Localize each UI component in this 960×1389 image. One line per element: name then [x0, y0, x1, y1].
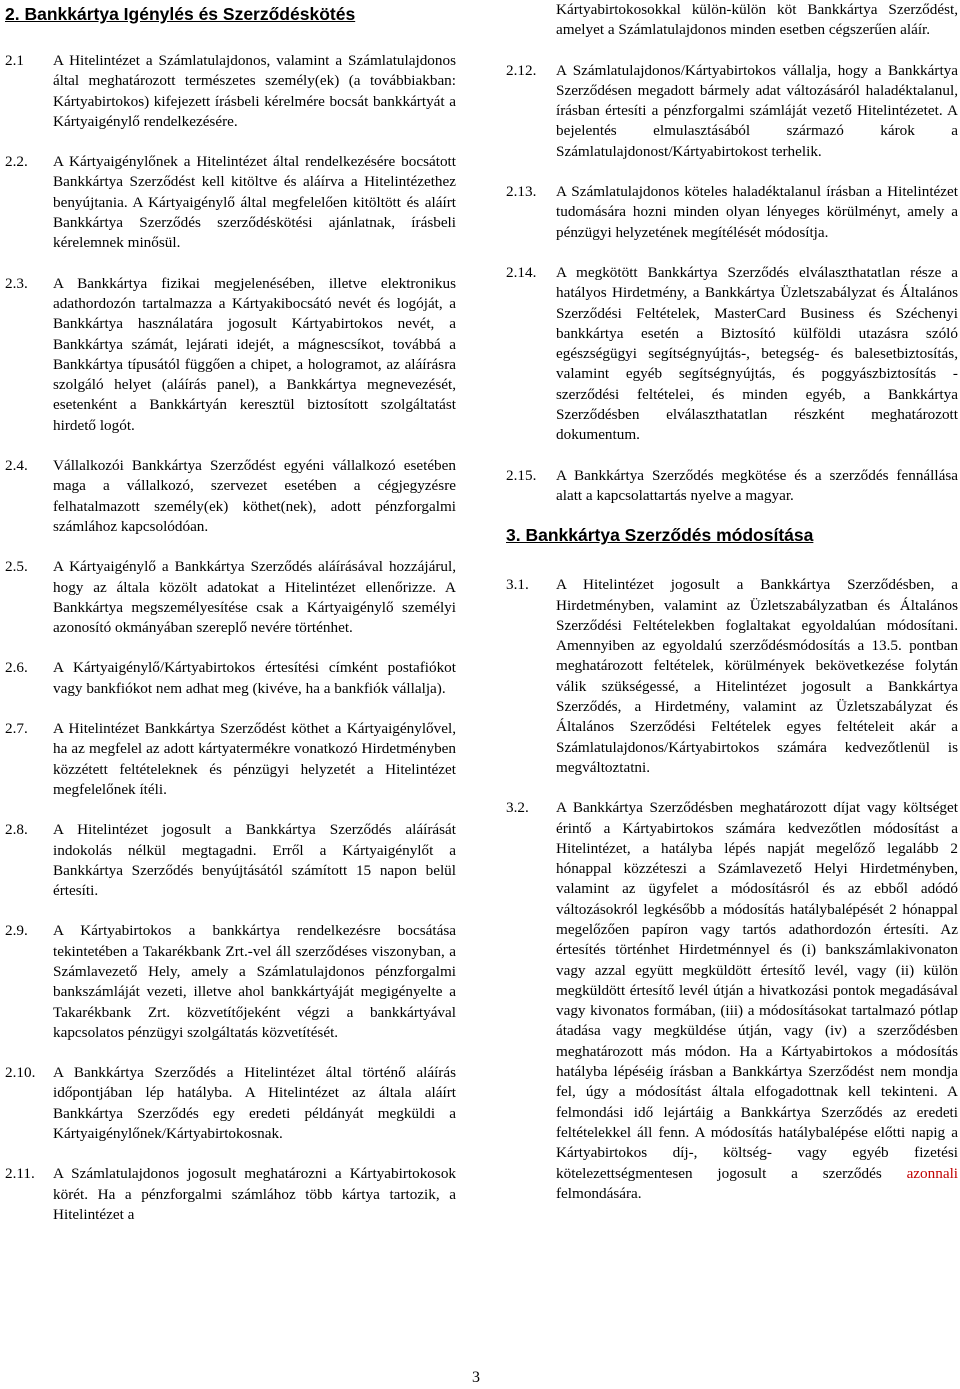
- right-column: [506, 0, 958, 1204]
- section-2-heading: 2. Bankkártya Igénylés és Szerződéskötés: [5, 4, 356, 24]
- clause-text-tail: felmondására.: [556, 1184, 642, 1202]
- clause-number: 3.2.: [506, 799, 529, 817]
- clause-2-3: [5, 274, 456, 436]
- clause-text: Vállalkozói Bankkártya Szerződést egyéni vállalkozó esetében maga a vállalkozó, szervezet esetében a cégjegyzésre felhatalmazott személy(ek) köthet(nek), adott pénzforgalmi számlához kapcsolódóan.: [53, 457, 456, 535]
- clause-number: 2.15.: [506, 466, 537, 484]
- clause-2-11: [5, 1164, 456, 1225]
- clause-text: A megkötött Bankkártya Szerződés elválaszthatatlan része a hatályos Hirdetmény, a Bankkártya Üzletszabályzat és Általános Szerződési Feltételek, MasterCard Business és Széchenyi bankkártya esetén a Biztosító külföldi utazásra szóló egészségügyi segítségnyújtás-, betegség- és balesetbiztosítás, valamint egyéb segítségnyújtás, és poggyászbiztosítás - szerződési feltételei, és minden egyéb, a Bankkártya Szerződésben elválaszthatatlan részként meghatározott dokumentum.: [556, 263, 958, 444]
- clause-text: A Kártyaigénylőnek a Hitelintézet által rendelkezésére bocsátott Bankkártya Szerződést kell kitöltve és aláírva a Hitelintézethez benyújtania. A Kártyaigénylő által megfelelően kitöltött és aláírt Bankkártya Szerződés szerződéskötési ajánlatnak, írásbeli kérelemnek minősül.: [53, 153, 456, 252]
- clause-number: 2.14.: [506, 263, 537, 281]
- clause-2-1: [5, 51, 456, 132]
- clause-text: A Bankkártya Szerződés megkötése és a szerződés fennállása alatt a kapcsolattartás nyelve a magyar.: [556, 466, 958, 504]
- page-number: 3: [472, 1369, 480, 1386]
- clause-text: A Hitelintézet jogosult a Bankkártya Szerződés aláírását indokolás nélkül megtagadni. Erről a Kártyaigénylőt a Bankkártya Szerződés benyújtásától számított 15 napon belül értesíti.: [53, 821, 456, 900]
- clause-2-8: [5, 820, 456, 901]
- clause-number: 2.11.: [5, 1165, 35, 1183]
- clause-text: A Hitelintézet a Számlatulajdonos, valamint a Számlatulajdonos által meghatározott természetes személy(ek) (a továbbiakban: Kártyabirtokos) kifejezett írásbeli kérelmére bocsát bankkártyát a Kártyaigénylő rendelkezésére.: [53, 52, 456, 130]
- clause-number: 2.6.: [5, 659, 28, 677]
- clause-2-10: [5, 1063, 456, 1144]
- clause-number: 2.3.: [5, 274, 28, 292]
- clause-number: 2.7.: [5, 720, 28, 738]
- clause-text: A Hitelintézet jogosult a Bankkártya Szerződésben, a Hirdetményben, valamint az Üzletszabályzatban és Általános Szerződési Feltételekben foglaltakat egyoldalúan módosítani. Amennyiben az egyoldalú szerződésmódosítás a 13.5. pontban meghatározott feltételek, körülmények bekövetkezése folytán válik szükségessé, a Hitelintézet jogosult a Bankkártya Szerződés, a Hirdetmény, valamint az Üzletszabályzat és Általános Szerződési Feltételek egyes feltételeit akár a Számlatulajdonos/Kártyabirtokos számára kedvezőtlenül is megváltoztatni.: [556, 576, 958, 776]
- clause-number: 3.1.: [506, 576, 529, 594]
- clause-2-7: [5, 719, 456, 800]
- clause-text: [556, 798, 958, 1204]
- clause-2-2: [5, 152, 456, 253]
- clause-number: 2.13.: [506, 183, 537, 201]
- clause-2-15: [506, 466, 958, 507]
- clause-2-12: [506, 61, 958, 162]
- clause-number: 2.4.: [5, 457, 28, 475]
- clause-text: A Bankkártya fizikai megjelenésében, illetve elektronikus adathordozón tartalmazza a Kártyakibocsátó nevét és logóját, a Bankkártya használatára jogosult Kártyabirtokos nevét, a Bankkártya számát, lejárati idejét, a mágnescsíkot, továbbá a Bankkártya típusától függően a chipet, a hologramot, az aláírásra szolgáló helyet (aláírás panel), a Bankkártya megnevezését, esetenként a Bankkártyán keresztül biztosított szolgáltatást hirdető logót.: [53, 274, 456, 434]
- clause-text: A Számlatulajdonos/Kártyabirtokos vállalja, hogy a Bankkártya Szerződésen megadott bármely adat változásáról haladéktalanul, írásban értesíti a pénzforgalmi számláját vezető Hitelintézetet. A bejelentés elmulasztásából származó károk a Számlatulajdonost/Kártyabirtokost terhelik.: [556, 61, 958, 160]
- section-3-heading: 3. Bankkártya Szerződés módosítása: [506, 525, 814, 546]
- clause-2-13: [506, 182, 958, 243]
- left-column: [5, 0, 456, 1225]
- clause-2-4: [5, 456, 456, 537]
- clause-text: A Kártyabirtokos a bankkártya rendelkezésre bocsátása tekintetében a Takarékbank Zrt.-vel áll szerződéses viszonyban, a Számlavezető Hely, amely a Számlatulajdonos pénzforgalmi bankszámláját vezeti, illetve ahol bankkártyáját megigényelte a Takarékbank Zrt. közvetítőjeként végzi a bankkártyával kapcsolatos pénzügyi szolgáltatás közvetítését.: [53, 922, 456, 1041]
- clause-number: 2.10.: [5, 1064, 36, 1082]
- clause-2-14: [506, 263, 958, 446]
- clause-2-5: [5, 557, 456, 638]
- clause-3-1: [506, 575, 958, 778]
- clause-2-11-continuation: Kártyabirtokosokkal külön-külön köt Bankkártya Szerződést, amelyet a Számlatulajdonos minden esetben cégszerűen aláír.: [556, 1, 958, 39]
- clause-text: A Hitelintézet Bankkártya Szerződést köthet a Kártyaigénylővel, ha az megfelel az adott kártyatermékre vonatkozó Hirdetményben közzétett feltételeknek és pénzügyi helyzetét a Hitelintézet megfelelőnek ítéli.: [53, 720, 456, 798]
- clause-text: A Bankkártya Szerződés a Hitelintézet által történő aláírás időpontjában lép hatályba. A Hitelintézet az általa aláírt Bankkártya Szerződés egy eredeti példányát megküldi a Kártyaigénylőnek/Kártyabirtokosnak.: [53, 1064, 456, 1143]
- clause-text: A Kártyaigénylő/Kártyabirtokos értesítési címként postafiókot vagy bankfiókot nem adhat meg (kivéve, ha a bankfiók vállalja).: [53, 659, 456, 697]
- clause-2-9: [5, 921, 456, 1043]
- highlighted-word: azonnali: [906, 1164, 959, 1182]
- clause-text-body: A Bankkártya Szerződésben meghatározott díjat vagy költséget érintő a Kártyabirtokos számára kedvezőtlen módosítást a Hitelintézet, a hatályba lépés napját megelőző legalább 2 hónappal közzéteszi a Számlavezető Helyi Hirdetményben, valamint az ügyfelet a módosításról és az ebből adódó változásokról legkésőbb a módosítás hatálybalépését 2 hónappal megelőzően papíron vagy tartós adathordozón értesíti. Az értesítés történhet Hirdetménnyel és (i) bankszámlakivonaton vagy azzal együtt megküldött értesítő levél, vagy (ii) külön megküldött értesítő levél útján a hivatkozási pontok megadásával vagy kivonatos formában, (iii) a módosításokat tartalmazó pótlap átadása vagy megküldése útján, vagy (iv) a szerződésben meghatározott más módon. Ha a Kártyabirtokos a módosítás hatályba lépéséig írásban a Bankkártya Szerződést nem mondja fel, úgy a módosítást általa elfogadottnak kell tekinteni. A felmondási idő lejártáig a Bankkártya Szerződés az eredeti feltételekkel áll fenn. A módosítás hatálybalépése előtti napig a Kártyabirtokos díj-, költség- vagy egyéb fizetési kötelezettségmentesen jogosult a szerződés: [556, 799, 958, 1182]
- clause-text: A Kártyaigénylő a Bankkártya Szerződés aláírásával hozzájárul, hogy az általa közölt adatokat a Hitelintézet ellenőrizze. A Bankkártya megszemélyesítése csak a Kártyaigénylő személyi azonosító okmányában szereplő nevére történhet.: [53, 558, 456, 637]
- clause-2-6: [5, 658, 456, 699]
- clause-number: 2.9.: [5, 922, 28, 940]
- clause-number: 2.8.: [5, 821, 28, 839]
- clause-text: A Számlatulajdonos jogosult meghatározni a Kártyabirtokosok körét. Ha a pénzforgalmi számlához több kártya tartozik, a Hitelintézet a: [53, 1165, 456, 1223]
- clause-number: 2.5.: [5, 558, 28, 576]
- clause-3-2: [506, 798, 958, 1204]
- clause-number: 2.12.: [506, 61, 537, 79]
- clause-number: 2.2.: [5, 153, 28, 171]
- clause-text: A Számlatulajdonos köteles haladéktalanul írásban a Hitelintézet tudomására hozni minden olyan lényeges körülményt, amely a pénzügyi helyzetének megítélését módosítja.: [556, 183, 958, 241]
- clause-number: 2.1: [5, 52, 24, 69]
